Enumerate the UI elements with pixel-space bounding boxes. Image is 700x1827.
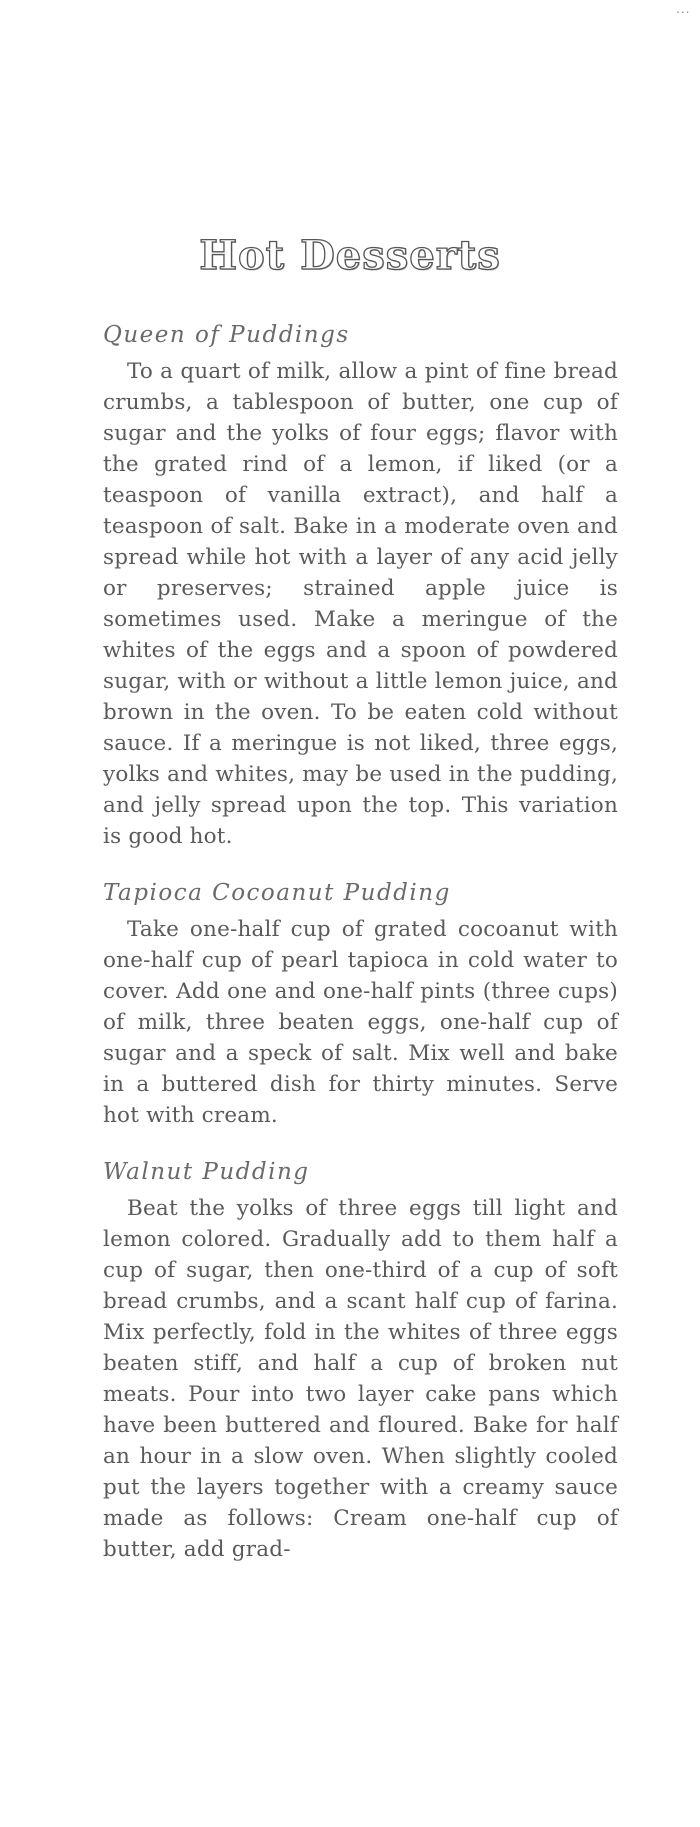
recipe-title: Tapioca Cocoanut Pudding [103, 880, 451, 906]
recipe-body: Beat the yolks of three eggs till light and lemon colored. Gradually add to them half a cup of sugar, then one-third of a cup of soft bread crumbs, and a scant half cup of farina. Mix perfectly, fold in the whites of three eggs beaten stiff, and half a cup of broken nut meats. Pour into two layer cake pans which have been buttered and floured. Bake for half an hour in a slow oven. When slightly cooled put the layers together with a creamy sauce made as follows: Cream one-half cup of butter, add grad- [103, 1196, 618, 1562]
recipe-walnut-pudding [103, 1155, 618, 1565]
page-title: Hot Desserts [199, 232, 501, 279]
recipe-list [103, 318, 618, 1589]
recipe-title: Queen of Puddings [103, 322, 350, 348]
recipe-queen-of-puddings [103, 318, 618, 852]
recipe-body: To a quart of milk, allow a pint of fine bread crumbs, a tablespoon of butter, one cup of sugar and the yolks of four eggs; flavor with the grated rind of a lemon, if liked (or a teaspoon of vanilla extract), and half a teaspoon of salt. Bake in a moderate oven and spread while hot with a layer of any acid jelly or preserves; strained apple juice is sometimes used. Make a meringue of the whites of the eggs and a spoon of powdered sugar, with or without a little lemon juice, and brown in the oven. To be eaten cold without sauce. If a meringue is not liked, three eggs, yolks and whites, may be used in the pudding, and jelly spread upon the top. This variation is good hot. [103, 359, 618, 849]
recipe-body: Take one-half cup of grated cocoanut with one-half cup of pearl tapioca in cold water to cover. Add one and one-half pints (three cups) of milk, three beaten eggs, one-half cup of sugar and a speck of salt. Mix well and bake in a buttered dish for thirty minutes. Serve hot with cream. [103, 917, 618, 1128]
corner-mark: ... [676, 2, 691, 16]
recipe-title: Walnut Pudding [103, 1159, 310, 1185]
recipe-tapioca-cocoanut-pudding [103, 876, 618, 1131]
